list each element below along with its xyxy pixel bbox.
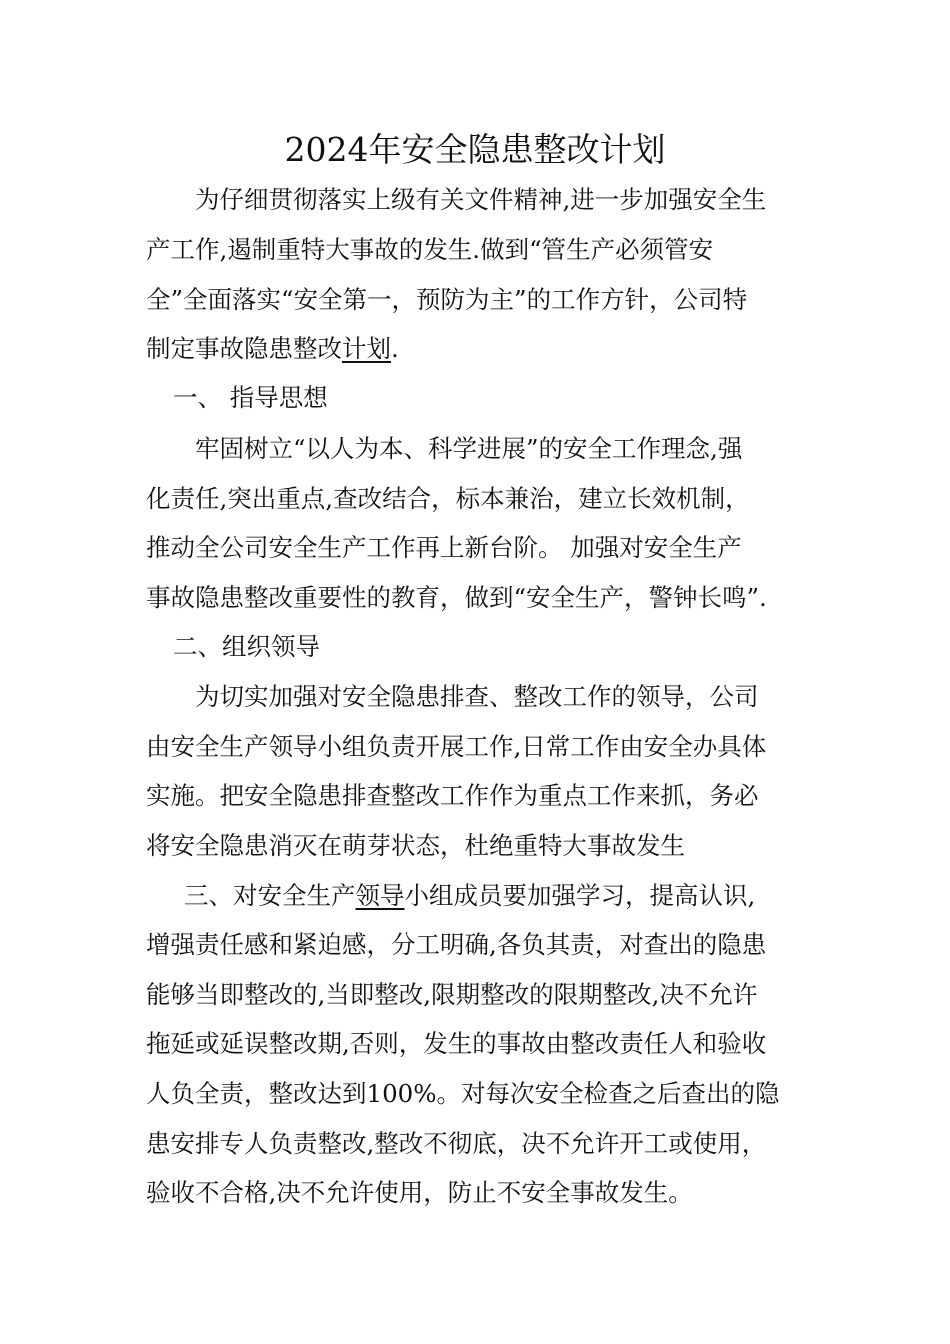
section-3-line-3: 能够当即整改的,当即整改,限期整改的限期整改,决不允许 [146,980,758,1009]
leadership-link[interactable]: 领导 [355,881,405,910]
intro-line-3: 全”全面落实“安全第一，预防为主”的工作方针，公司特 [146,285,748,314]
section-3-line-1-rest: 小组成员要加强学习，提高认识, [404,881,756,910]
section-3-line-5: 人负全责，整改达到100%。对每次安全检查之后查出的隐 [146,1079,780,1108]
intro-line-4-end: . [391,334,399,363]
section-1-line-3: 推动全公司安全生产工作再上新台阶。 加强对安全生产 [146,533,742,562]
section-3-line-6: 患安排专人负责整改,整改不彻底，决不允许开工或使用， [146,1129,767,1158]
intro-line-1: 为仔细贯彻落实上级有关文件精神,进一步加强安全生 [195,185,767,214]
section-2-line-4: 将安全隐患消灭在萌芽状态，杜绝重特大事故发生 [146,831,685,860]
document-title: 2024年安全隐患整改计划 [284,130,666,169]
section-1-line-1: 牢固树立“以人为本、科学进展”的安全工作理念,强 [195,434,743,463]
section-2-heading: 二、组织领导 [173,632,320,661]
section-3-line-4: 拖延或延误整改期,否则，发生的事故由整改责任人和验收 [146,1029,767,1058]
intro-line-4 [146,332,399,366]
section-3-line-1 [184,879,755,913]
plan-link[interactable]: 计划 [342,334,391,363]
section-1-line-4: 事故隐患整改重要性的教育，做到“安全生产，警钟长鸣”. [146,583,767,612]
intro-line-2: 产工作,遏制重特大事故的发生.做到“管生产必须管安 [146,235,714,264]
intro-line-4-text: 制定事故隐患整改 [146,334,342,363]
section-1-heading: 一、 指导思想 [173,383,328,412]
section-3-heading: 三、对安全生产 [184,881,356,910]
section-2-line-1: 为切实加强对安全隐患排查、整改工作的领导，公司 [195,682,759,711]
section-1-line-2: 化责任,突出重点,查改结合，标本兼治，建立长效机制， [146,484,750,513]
section-2-line-3: 实施。把安全隐患排查整改工作作为重点工作来抓，务必 [146,781,759,810]
section-3-line-2: 增强责任感和紧迫感，分工明确,各负其责，对查出的隐患 [146,930,767,959]
section-2-line-2: 由安全生产领导小组负责开展工作,日常工作由安全办具体 [146,732,767,761]
section-3-line-7: 验收不合格,决不允许使用，防止不安全事故发生。 [146,1178,693,1207]
